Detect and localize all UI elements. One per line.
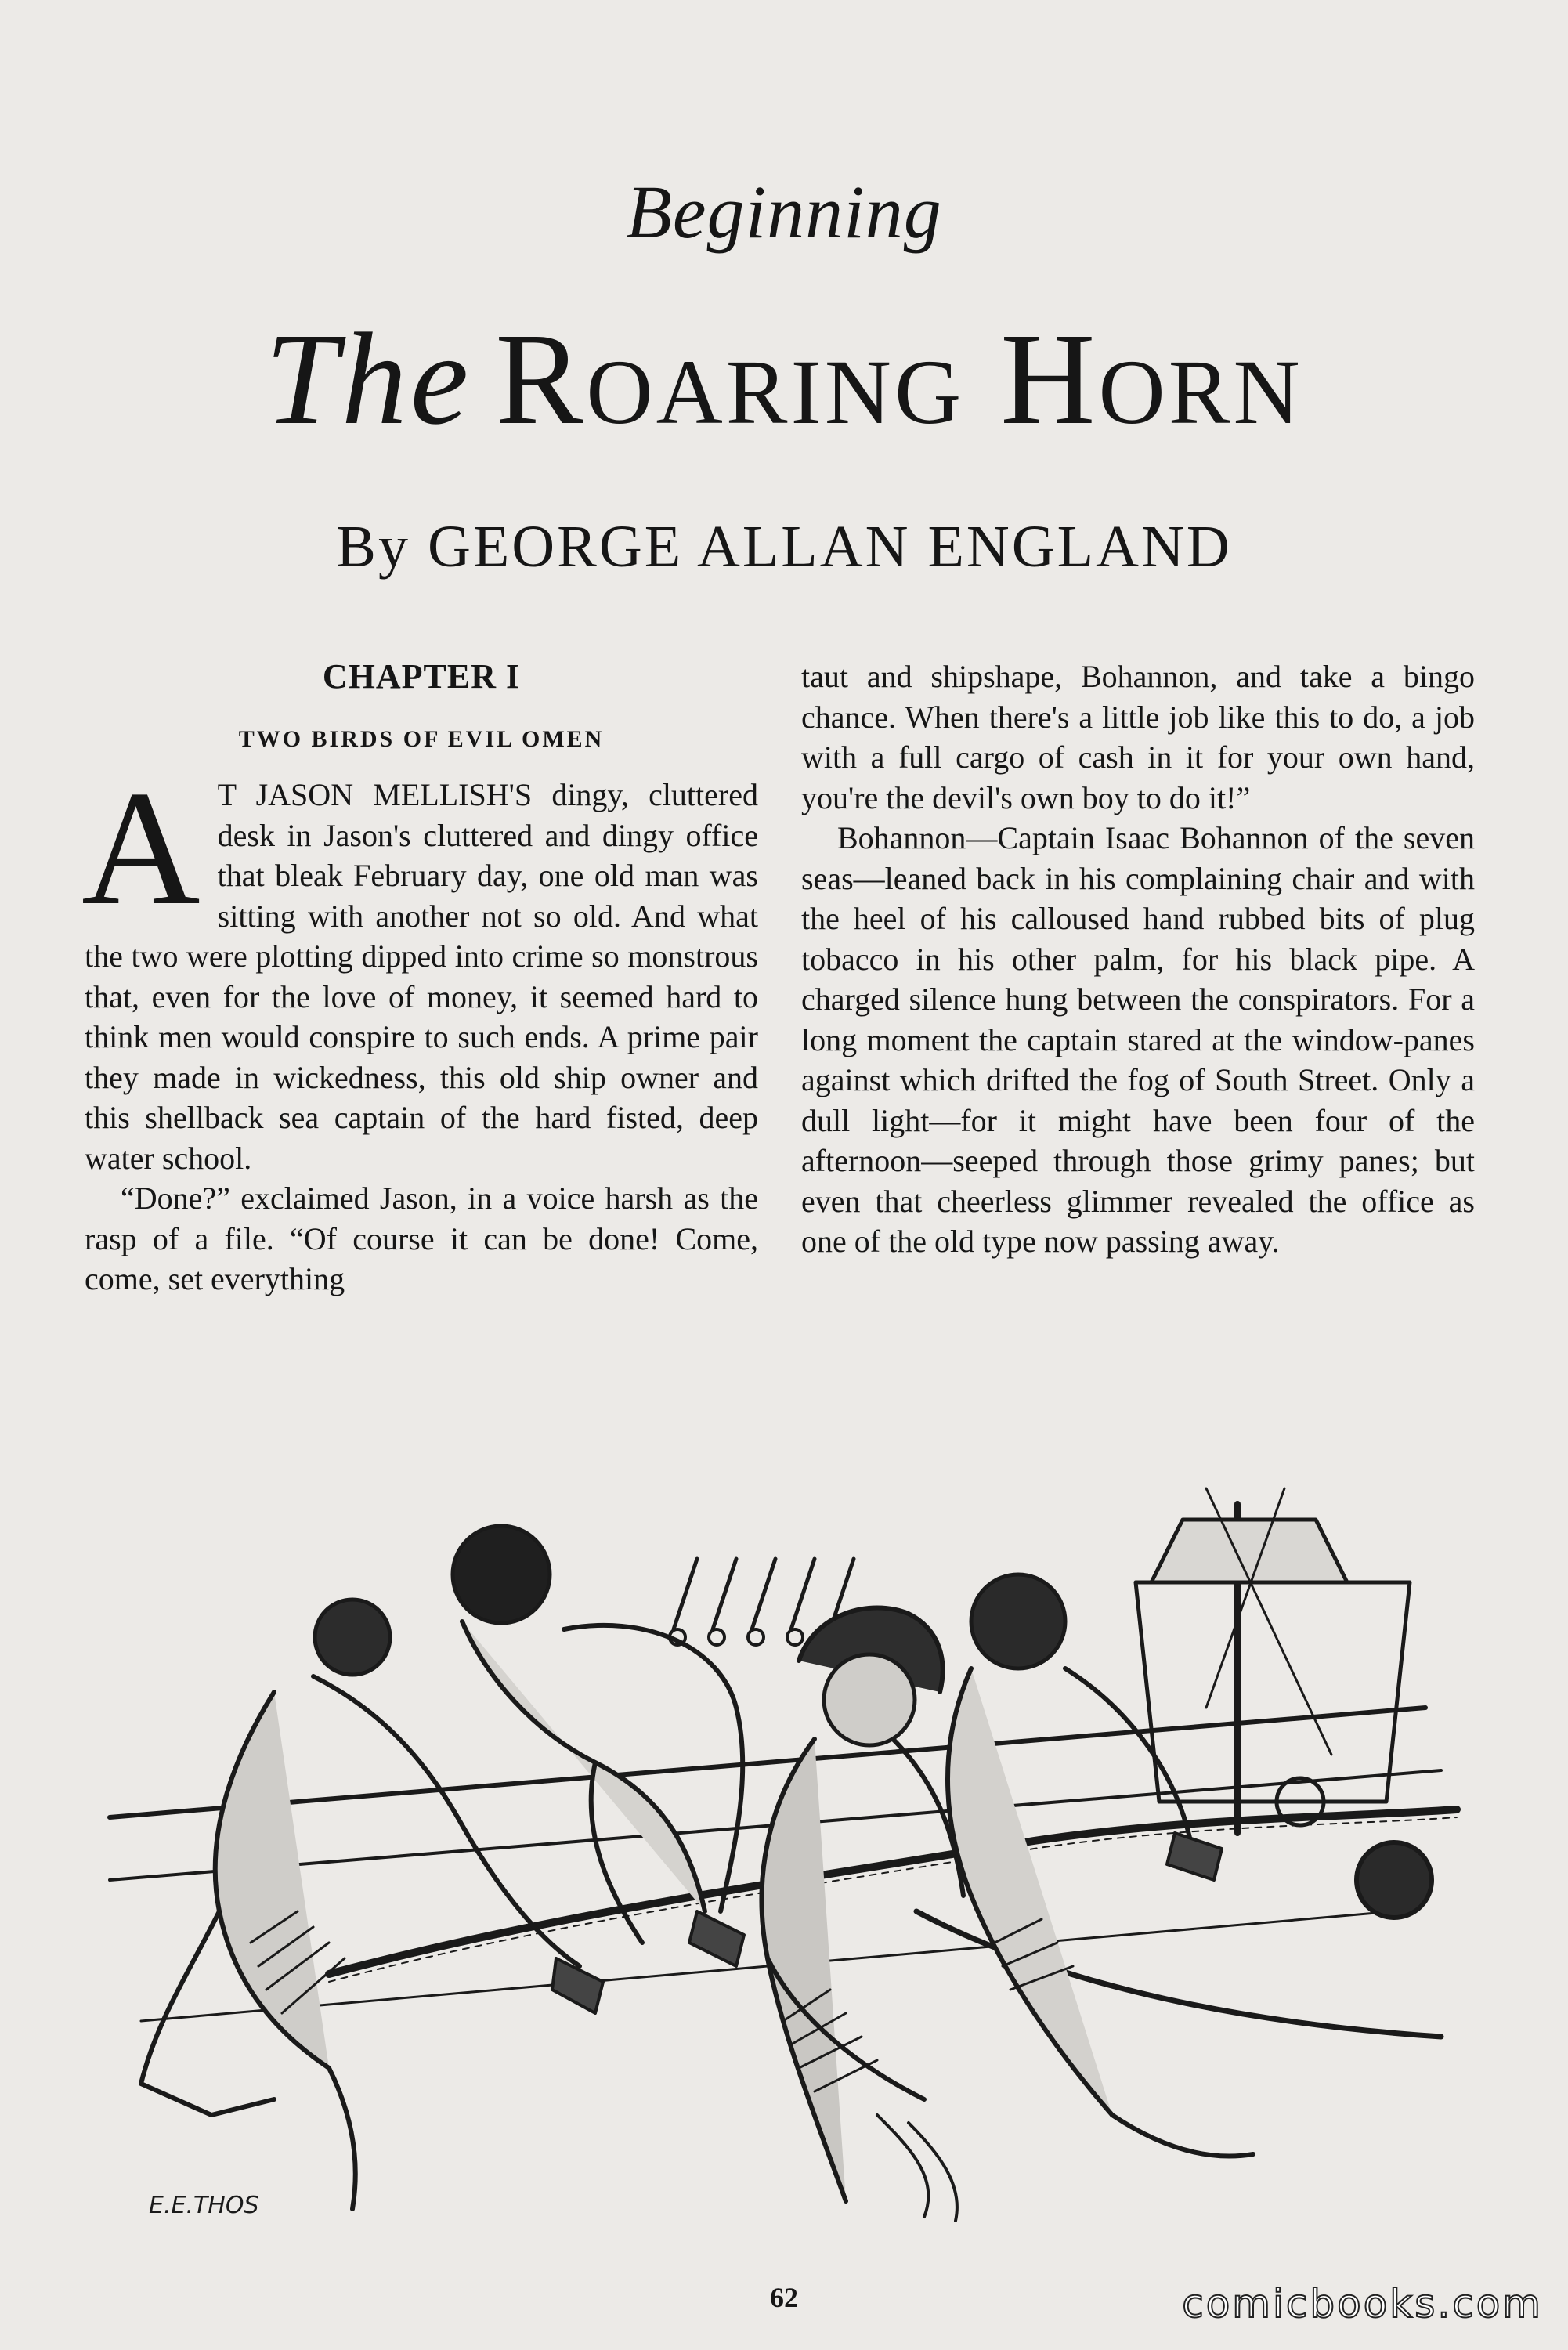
continued-paragraph: taut and shipshape, Bohannon, and take a bingo chance. When there's a little job like this to do, a job with a full cargo of cash in it for your own hand, you're the devil's own boy to do it!” <box>801 659 1475 815</box>
site-watermark: comicbooks.com <box>1182 2281 1543 2326</box>
story-title <box>0 306 1568 452</box>
story-title-article: The <box>265 306 472 452</box>
chapter-subhead: TWO BIRDS OF EVIL OMEN <box>238 725 605 752</box>
chapter-heading: CHAPTER I <box>322 657 521 696</box>
story-title-main: Roaring Horn <box>495 306 1303 452</box>
page-number: 62 <box>770 2282 798 2313</box>
opening-paragraph-text: T JASON MELLISH'S dingy, cluttered desk in Jason's cluttered and dingy office that bleak February day, one old man was sitting with another not so old. And what the two were plotting dipped into crime so monstrous that, even for the love of money, it seemed hard to think men would conspire to such ends. A prime pair they made in wickedness, this old ship owner and this shellback sea captain of the hard fisted, deep water school. <box>85 777 758 1176</box>
story-kicker: Beginning <box>626 170 942 254</box>
bohannon-paragraph: Bohannon—Captain Isaac Bohannon of the seven seas—leaned back in his complaining chair and with the heel of his calloused hand rubbed bits of plug tobacco in his other palm, for his black pipe. A charged silence hung between the conspirators. For a long moment the captain stared at the window-panes against which drifted the fog of South Street. Only a dull light—for it might have been four of the afternoon—seeped through those grimy panes; but even that cheerless glimmer revealed the office as one of the old type now passing away. <box>801 820 1475 1259</box>
opening-paragraph <box>81 757 758 1178</box>
sailors-hauling-rope-illustration <box>94 1473 1472 2225</box>
right-column <box>801 656 1475 1262</box>
illustrator-signature: E.E.THOS <box>149 2192 259 2219</box>
dialogue-paragraph: “Done?” exclaimed Jason, in a voice harsh as the rasp of a file. “Of course it can be done! Come, come, set everything <box>85 1180 758 1296</box>
drop-cap: A <box>81 757 201 939</box>
left-column <box>81 656 758 1300</box>
author-byline: By GEORGE ALLAN ENGLAND <box>336 514 1232 580</box>
